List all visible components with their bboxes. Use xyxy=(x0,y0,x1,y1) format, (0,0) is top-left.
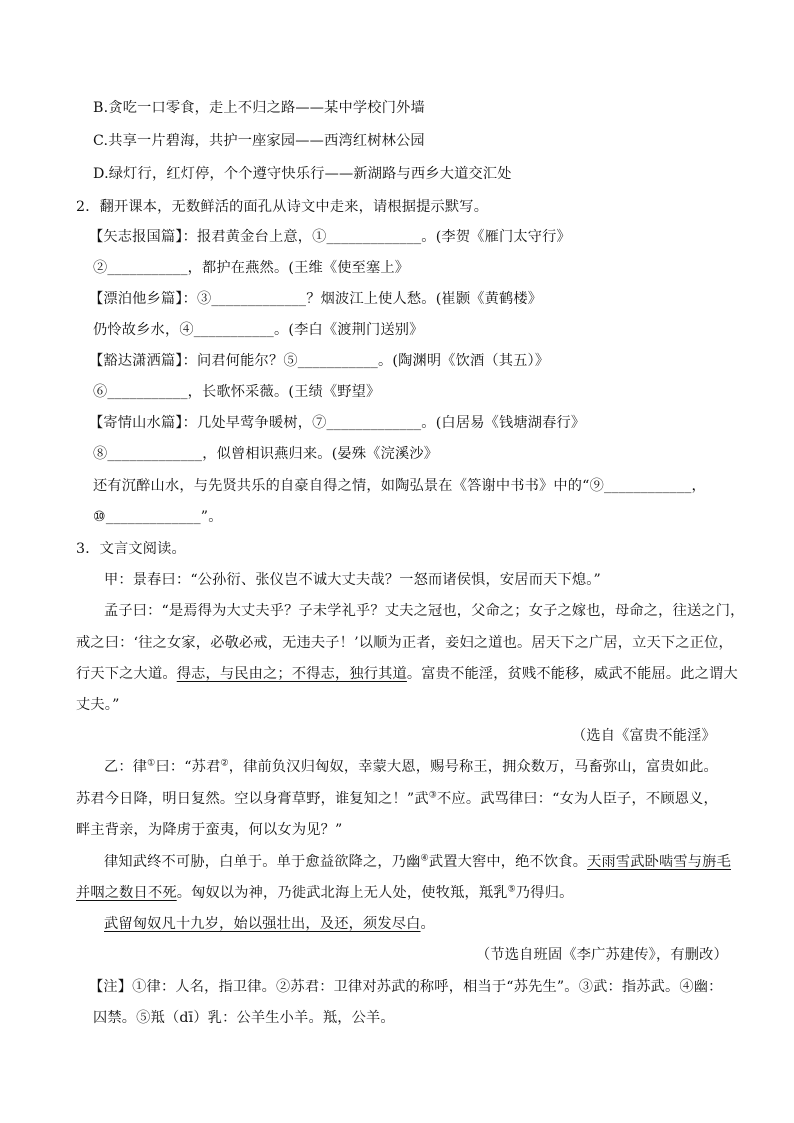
yi-line-5-c: 乃得归。 xyxy=(515,885,574,901)
recite-line-1: 【矢志报国篇】：报君黄金台上意，①_____________。(李贺《雁门太守行》 xyxy=(89,229,571,245)
source-jia: （选自《富贵不能淫》 xyxy=(572,728,716,744)
footnote-mark-2: ② xyxy=(220,758,229,769)
passage-yi-line-1 xyxy=(104,757,718,777)
recite-line-5: 【豁达潇洒篇】：问君何能尔？⑤___________。(陶渊明《饮酒（其五）》 xyxy=(89,353,550,369)
option-b: B.贪吃一口零食，走上不归之路——某中学校门外墙 xyxy=(93,100,425,116)
yi-line-1-b: 曰：“苏君 xyxy=(155,759,221,775)
passage-jia-line-3: 戒之曰：‘往之女家，必敬必戒，无违夫子！’以顺为正者，妾妇之道也。居天下之广居，立天下之正位， xyxy=(76,635,733,651)
passage-jia-line-4-post: 。富贵不能淫，贫贱不能移，威武不能屈。此之谓大 xyxy=(406,666,738,682)
annotation-line-2: 囚禁。⑤羝（dī）乳：公羊生小羊。羝，公羊。 xyxy=(93,1010,395,1026)
passage-jia-line-2: 孟子曰：“是焉得为大丈夫乎？子未学礼乎？丈夫之冠也，父命之；女子之嫁也，母命之，往送之门， xyxy=(104,603,745,619)
passage-yi-line-2 xyxy=(76,789,718,809)
recite-line-9: 还有沉醉山水，与先贤共乐的自豪自得之情，如陶弘景在《答谢中书书》中的“⑨____________， xyxy=(93,478,706,494)
annotation-line-1: 【注】①律：人名，指卫律。②苏君：卫律对苏武的称呼，相当于“苏先生”。③武：指苏武。④幽： xyxy=(89,979,723,995)
option-d: D.绿灯行，红灯停，个个遵守快乐行——新湖路与西乡大道交汇处 xyxy=(93,166,512,182)
underlined-sentence-2-end: 并咽之数日不死 xyxy=(76,885,177,901)
recite-line-6: ⑥___________，长歌怀采薇。(王绩《野望》 xyxy=(93,384,381,400)
underlined-sentence-3: 武留匈奴凡十九岁，始以强壮出，及还，须发尽白 xyxy=(104,916,421,932)
passage-jia-line-4 xyxy=(76,664,738,684)
passage-yi-line-6 xyxy=(104,914,435,934)
yi-line-5-b: 。匈奴以为神，乃徙武北海上无人处，使牧羝，羝乳 xyxy=(176,885,508,901)
footnote-mark-3: ③ xyxy=(428,790,438,801)
recite-line-2: ②___________，都护在燕然。(王维《使至塞上》 xyxy=(93,260,410,276)
passage-yi-line-5 xyxy=(76,883,573,903)
passage-jia-line-1: 甲：景春曰：“公孙衍、张仪岂不诚大丈夫哉？一怒而诸侯惧，安居而天下熄。” xyxy=(104,572,601,588)
option-c: C.共享一片碧海，共护一座家园——西湾红树林公园 xyxy=(93,133,425,149)
question-3-stem: 3．文言文阅读。 xyxy=(76,541,186,557)
yi-line-2-b: 不应。武骂律曰：“女为人臣子，不顾恩义， xyxy=(437,791,718,807)
recite-line-7: 【寄情山水篇】：几处早莺争暖树，⑦_____________。(白居易《钱塘湖春行》 xyxy=(89,415,586,431)
recite-line-8: ⑧_____________，似曾相识燕归来。(晏殊《浣溪沙》 xyxy=(93,446,439,462)
yi-line-6-b: 。 xyxy=(420,916,435,932)
yi-line-2-a: 苏君今日降，明日复然。空以身膏草野，谁复知之！”武 xyxy=(76,791,429,807)
yi-line-4-b: 武置大窖中，绝不饮食。 xyxy=(428,854,588,870)
yi-line-1-a: 乙：律 xyxy=(104,759,148,775)
recite-line-10: ⑩_____________”。 xyxy=(93,509,223,525)
passage-jia-line-5: 丈夫。” xyxy=(76,697,120,713)
passage-yi-line-3: 畔主背亲，为降虏于蛮夷，何以女为见？” xyxy=(76,822,343,838)
footnote-mark-1: ① xyxy=(147,758,156,769)
underlined-sentence-2-start: 天雨雪武卧啮雪与旃毛 xyxy=(587,854,731,870)
source-yi: （节选自班固《李广苏建传》，有删改） xyxy=(476,947,728,963)
yi-line-1-c: ，律前负汉归匈奴，幸蒙大恩，赐号称王，拥众数万，马畜弥山，富贵如此。 xyxy=(228,759,718,775)
recite-line-4: 仍怜故乡水，④___________。(李白《渡荆门送别》 xyxy=(93,322,424,338)
underlined-sentence-1: 得志，与民由之；不得志，独行其道 xyxy=(176,666,407,682)
passage-yi-line-4 xyxy=(104,852,731,872)
footnote-mark-4: ④ xyxy=(420,853,429,864)
recite-line-3: 【漂泊他乡篇】：③_____________？烟波江上使人愁。(崔颢《黄鹤楼》 xyxy=(89,291,543,307)
footnote-mark-5: ⑤ xyxy=(507,884,516,895)
yi-line-4-a: 律知武终不可胁，白单于。单于愈益欲降之，乃幽 xyxy=(104,854,421,870)
passage-jia-line-4-pre: 行天下之大道。 xyxy=(76,666,177,682)
question-2-stem: 2．翻开课本，无数鲜活的面孔从诗文中走来，请根据提示默写。 xyxy=(76,199,489,215)
